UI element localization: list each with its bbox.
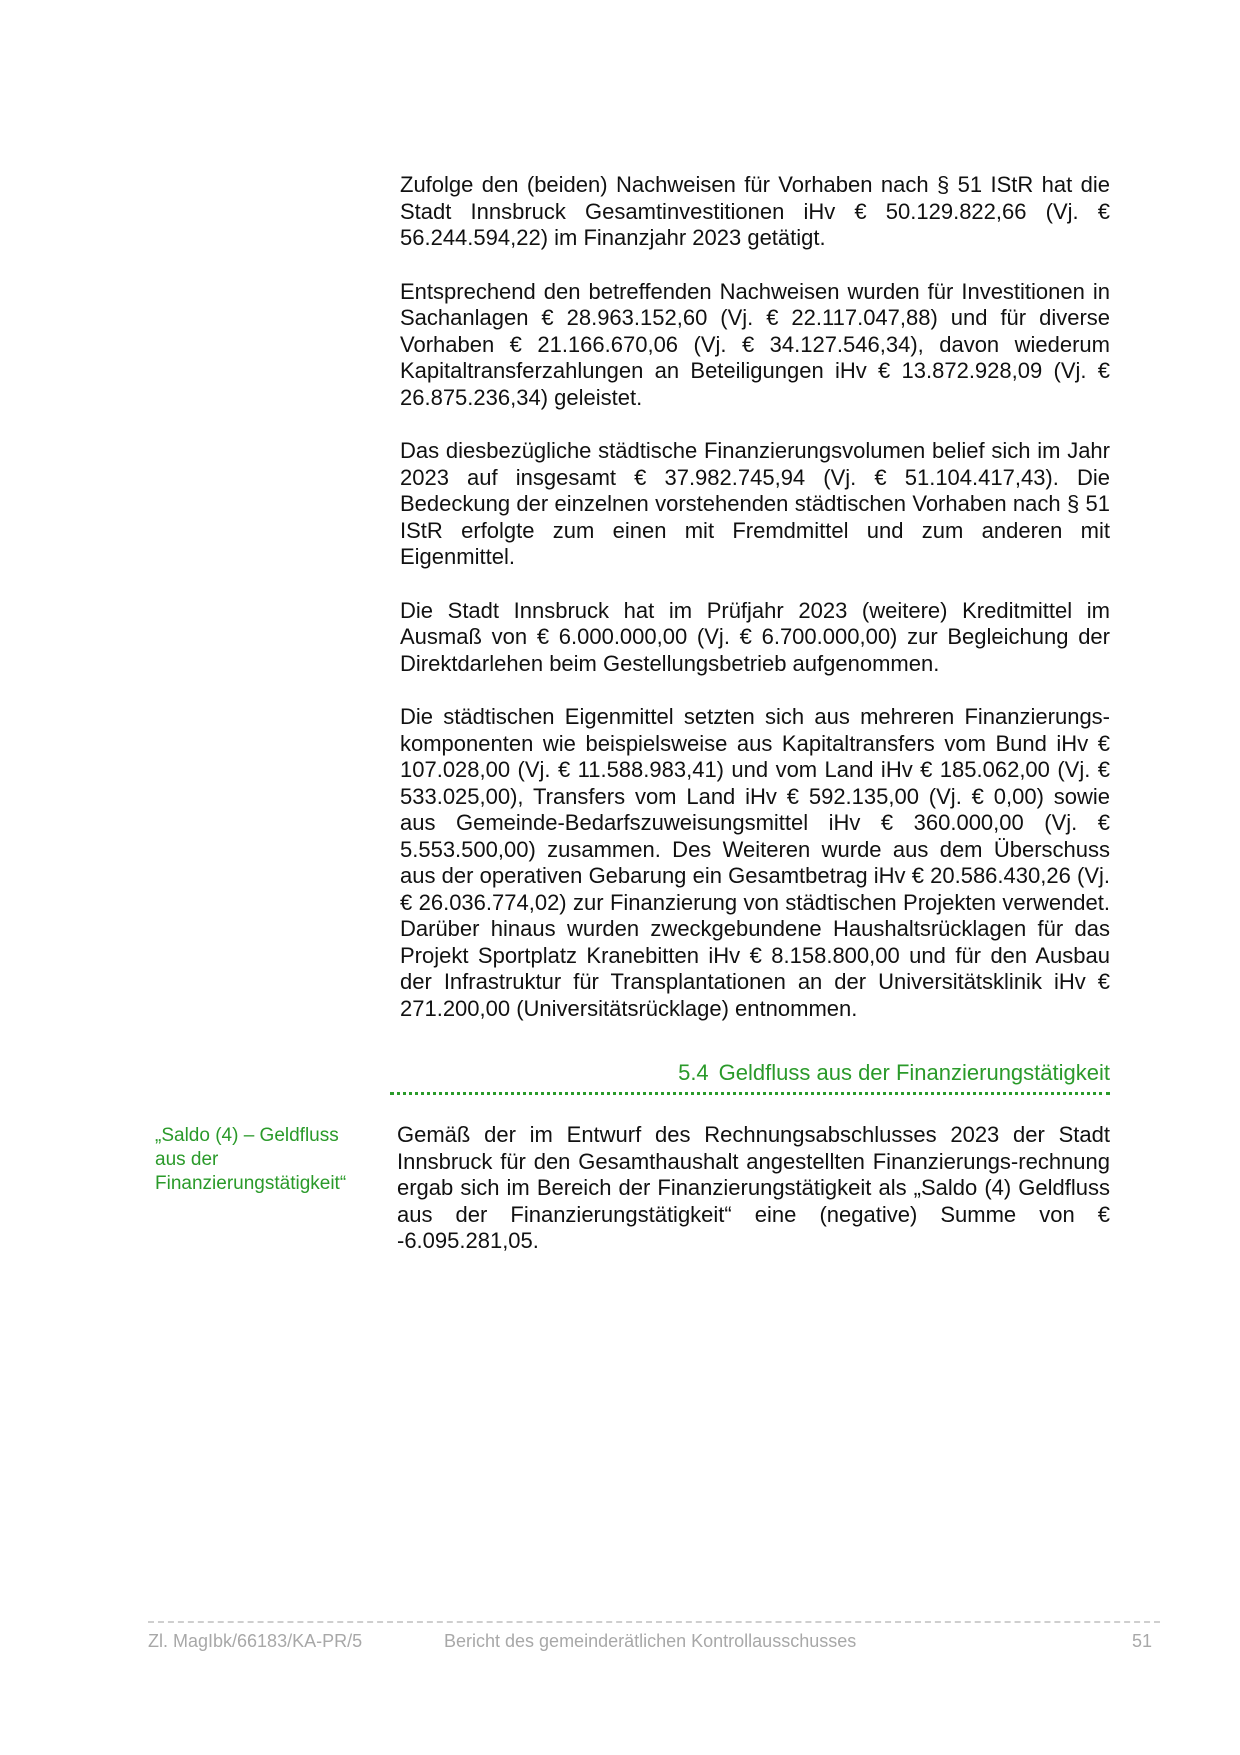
paragraph-credit-funds: Die Stadt Innsbruck hat im Prüfjahr 2023 (weitere) Kreditmittel im Ausmaß von € 6.000.000,00 (Vj. € 6.700.000,00) zur Begleichung der Direktdarlehen beim Gestellungsbetrieb aufgenommen. — [400, 597, 1110, 676]
margin-note: „Saldo (4) – Geldfluss aus der Finanzierungstätigkeit“ — [155, 1125, 347, 1194]
paragraph-investment-breakdown: Entsprechend den betreffenden Nachweisen wurden für Investitionen in Sachanlagen € 28.963.152,60 (Vj. € 22.117.047,88) und für diverse Vorhaben € 21.166.670,06 (Vj. € 34.127.546,34), davon wiederum Kapitaltransferzahlungen an Beteiligungen iHv € 13.872.928,09 (Vj. € 26.875.236,34) geleistet. — [400, 278, 1110, 410]
footer-report-title: Bericht des gemeinderätlichen Kontrollausschusses — [444, 1631, 857, 1651]
section-number: 5.4 — [678, 1060, 709, 1085]
paragraph-investments-total: Zufolge den (beiden) Nachweisen für Vorhaben nach § 51 IStR hat die Stadt Innsbruck Gesamtinvestitionen iHv € 50.129.822,66 (Vj. € 56.244.594,22) im Finanzjahr 2023 getätigt. — [400, 172, 1110, 250]
body-text-column — [400, 172, 1110, 1049]
section-paragraph: Gemäß der im Entwurf des Rechnungsabschlusses 2023 der Stadt Innsbruck für den Gesamthaushalt angestellten Finanzierungs-rechnung ergab sich im Bereich der Finanzierungstätigkeit als „Saldo (4) Geldfluss aus der Finanzierungstätigkeit“ eine (negative) Summe von € -6.095.281,05. — [397, 1122, 1110, 1253]
page-footer — [148, 1621, 1160, 1657]
page-number: 51 — [1131, 1631, 1152, 1651]
section-title: Geldfluss aus der Finanzierungstätigkeit — [718, 1060, 1110, 1085]
paragraph-own-funds: Die städtischen Eigenmittel setzten sich aus mehreren Finanzierungs-komponenten wie beispielsweise aus Kapitaltransfers vom Bund iHv € 107.028,00 (Vj. € 11.588.983,41) und vom Land iHv € 185.062,00 (Vj. € 533.025,00), Transfers vom Land iHv € 592.135,00 (Vj. € 0,00) sowie aus Gemeinde-Bedarfszuweisungsmittel iHv € 360.000,00 (Vj. € 5.553.500,00) zusammen. Des Weiteren wurde aus dem Überschuss aus der operativen Gebarung ein Gesamtbetrag iHv € 20.586.430,26 (Vj. € 26.036.774,02) zur Finanzierung von städtischen Projekten verwendet. Darüber hinaus wurden zweckgebundene Haushaltsrücklagen für das Projekt Sportplatz Kranebitten iHv € 8.158.800,00 und für den Ausbau der Infrastruktur für Transplantationen an der Universitätsklinik iHv € 271.200,00 (Universitätsrücklage) entnommen. — [400, 704, 1110, 1021]
paragraph-financing-volume: Das diesbezügliche städtische Finanzierungsvolumen belief sich im Jahr 2023 auf insgesamt € 37.982.745,94 (Vj. € 51.104.417,43). Die Bedeckung der einzelnen vorstehenden städtischen Vorhaben nach § 51 IStR erfolgte zum einen mit Fremdmittel und zum anderen mit Eigenmittel. — [400, 438, 1110, 569]
section-heading — [390, 1060, 1110, 1095]
footer-reference: Zl. MagIbk/66183/KA-PR/5 — [148, 1631, 363, 1651]
